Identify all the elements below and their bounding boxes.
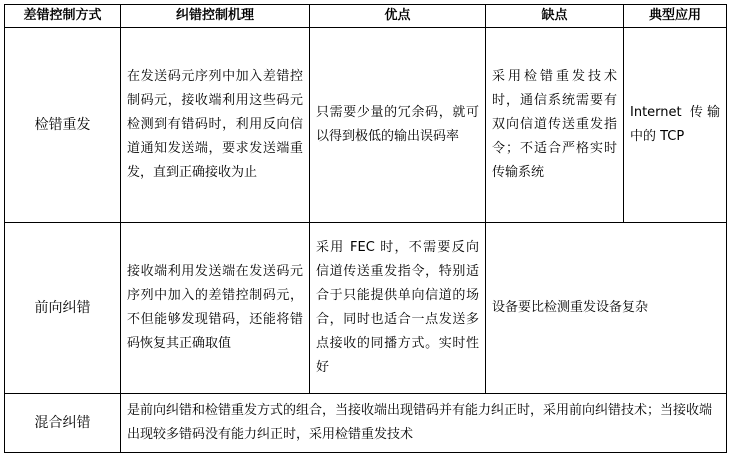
table-row-forward-error-correction (5, 223, 727, 394)
cell-method: 检错重发 (5, 28, 121, 223)
error-control-table (4, 4, 727, 453)
cell-mechanism: 接收端利用发送端在发送码元序列中加入的差错控制码元，不但能够发现错码，还能将错码恢复其正确取值 (121, 223, 310, 394)
table-header-row (5, 5, 727, 28)
cell-method: 前向纠错 (5, 223, 121, 394)
cell-mechanism: 在发送码元序列中加入差错控制码元，接收端利用这些码元检测到有错码时，利用反向信道通知发送端，要求发送端重发，直到正确接收为止 (121, 28, 310, 223)
table-row-detect-retransmit (5, 28, 727, 223)
cell-advantage: 采用 FEC 时，不需要反向信道传送重发指令，特别适合于只能提供单向信道的场合，同时也适合一点发送多点接收的同播方式。实时性好 (310, 223, 486, 394)
header-advantage: 优点 (310, 5, 486, 28)
cell-application: Internet 传输中的 TCP (624, 28, 727, 223)
cell-disadvantage: 采用检错重发技术时，通信系统需要有双向信道传送重发指令；不适合严格实时传输系统 (486, 28, 624, 223)
header-mechanism: 纠错控制机理 (121, 5, 310, 28)
cell-method: 混合纠错 (5, 394, 121, 453)
cell-advantage: 只需要少量的冗余码，就可以得到极低的输出误码率 (310, 28, 486, 223)
cell-description: 是前向纠错和检错重发方式的组合，当接收端出现错码并有能力纠正时，采用前向纠错技术；当接收端出现较多错码没有能力纠正时，采用检错重发技术 (121, 394, 727, 453)
cell-disadvantage: 设备要比检测重发设备复杂 (486, 223, 727, 394)
table-row-hybrid-correction (5, 394, 727, 453)
header-application: 典型应用 (624, 5, 727, 28)
header-method: 差错控制方式 (5, 5, 121, 28)
header-disadvantage: 缺点 (486, 5, 624, 28)
